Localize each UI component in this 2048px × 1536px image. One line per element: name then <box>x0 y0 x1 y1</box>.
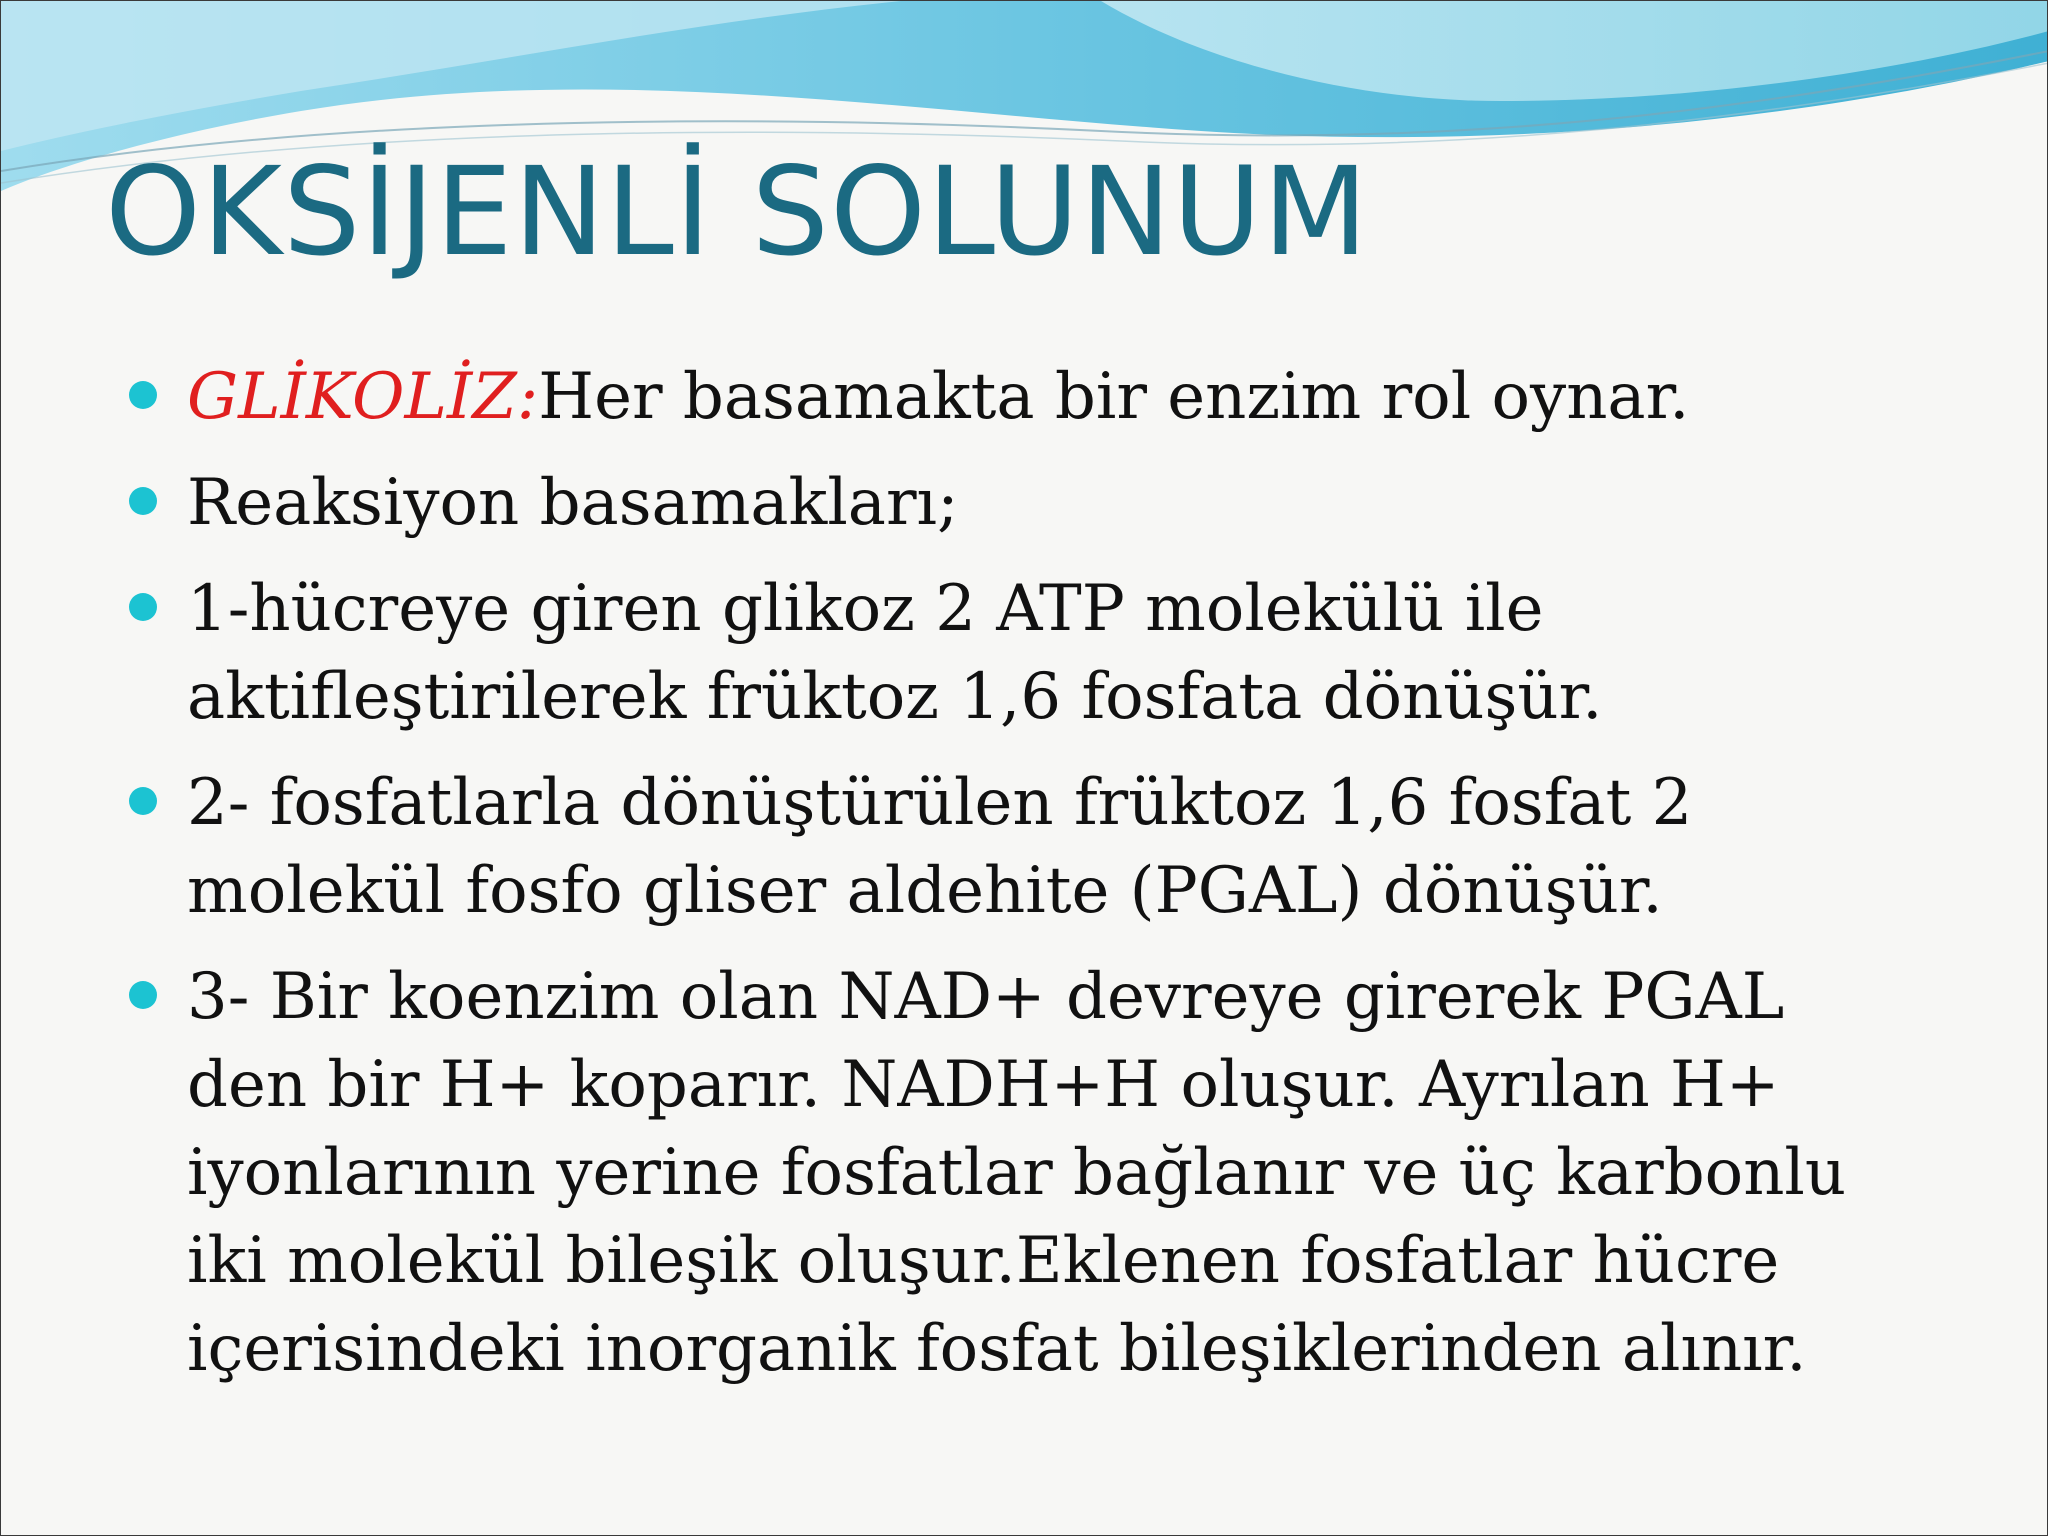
bullet-item <box>129 759 2009 935</box>
glikoliz-term: GLİKOLİZ: <box>187 360 539 434</box>
bullet-item <box>129 459 2009 547</box>
bullet-dot-icon <box>129 787 157 815</box>
bullet-dot-icon <box>129 381 157 409</box>
bullet-line: 2- fosfatlarla dönüştürülen früktoz 1,6 fosfat 2 <box>187 766 1693 840</box>
bullet-dot-icon <box>129 487 157 515</box>
bullet-item <box>129 953 2009 1393</box>
bullet-line: iyonlarının yerine fosfatlar bağlanır ve üç karbonlu <box>187 1136 1847 1210</box>
bullet-line: aktifleştirilerek früktoz 1,6 fosfata dönüşür. <box>187 660 1603 734</box>
bullet-item <box>129 353 2009 441</box>
bullet-line: Reaksiyon basamakları; <box>187 466 959 540</box>
bullet-line: 1-hücreye giren glikoz 2 ATP molekülü ile <box>187 572 1544 646</box>
bullet-line: den bir H+ koparır. NADH+H oluşur. Ayrılan H+ <box>187 1048 1780 1122</box>
bullet-line: içerisindeki inorganik fosfat bileşiklerinden alınır. <box>187 1312 1807 1386</box>
bullet-dot-icon <box>129 593 157 621</box>
bullet-text: Her basamakta bir enzim rol oynar. <box>538 360 1690 434</box>
bullet-list <box>129 353 2009 1411</box>
bullet-line: molekül fosfo gliser aldehite (PGAL) dönüşür. <box>187 854 1663 928</box>
bullet-item <box>129 565 2009 741</box>
bullet-line <box>187 353 2009 441</box>
bullet-line: iki molekül bileşik oluşur.Eklenen fosfatlar hücre <box>187 1224 1780 1298</box>
slide-title: OKSİJENLİ SOLUNUM <box>105 141 1369 283</box>
bullet-dot-icon <box>129 981 157 1009</box>
bullet-line: 3- Bir koenzim olan NAD+ devreye girerek PGAL <box>187 960 1785 1034</box>
